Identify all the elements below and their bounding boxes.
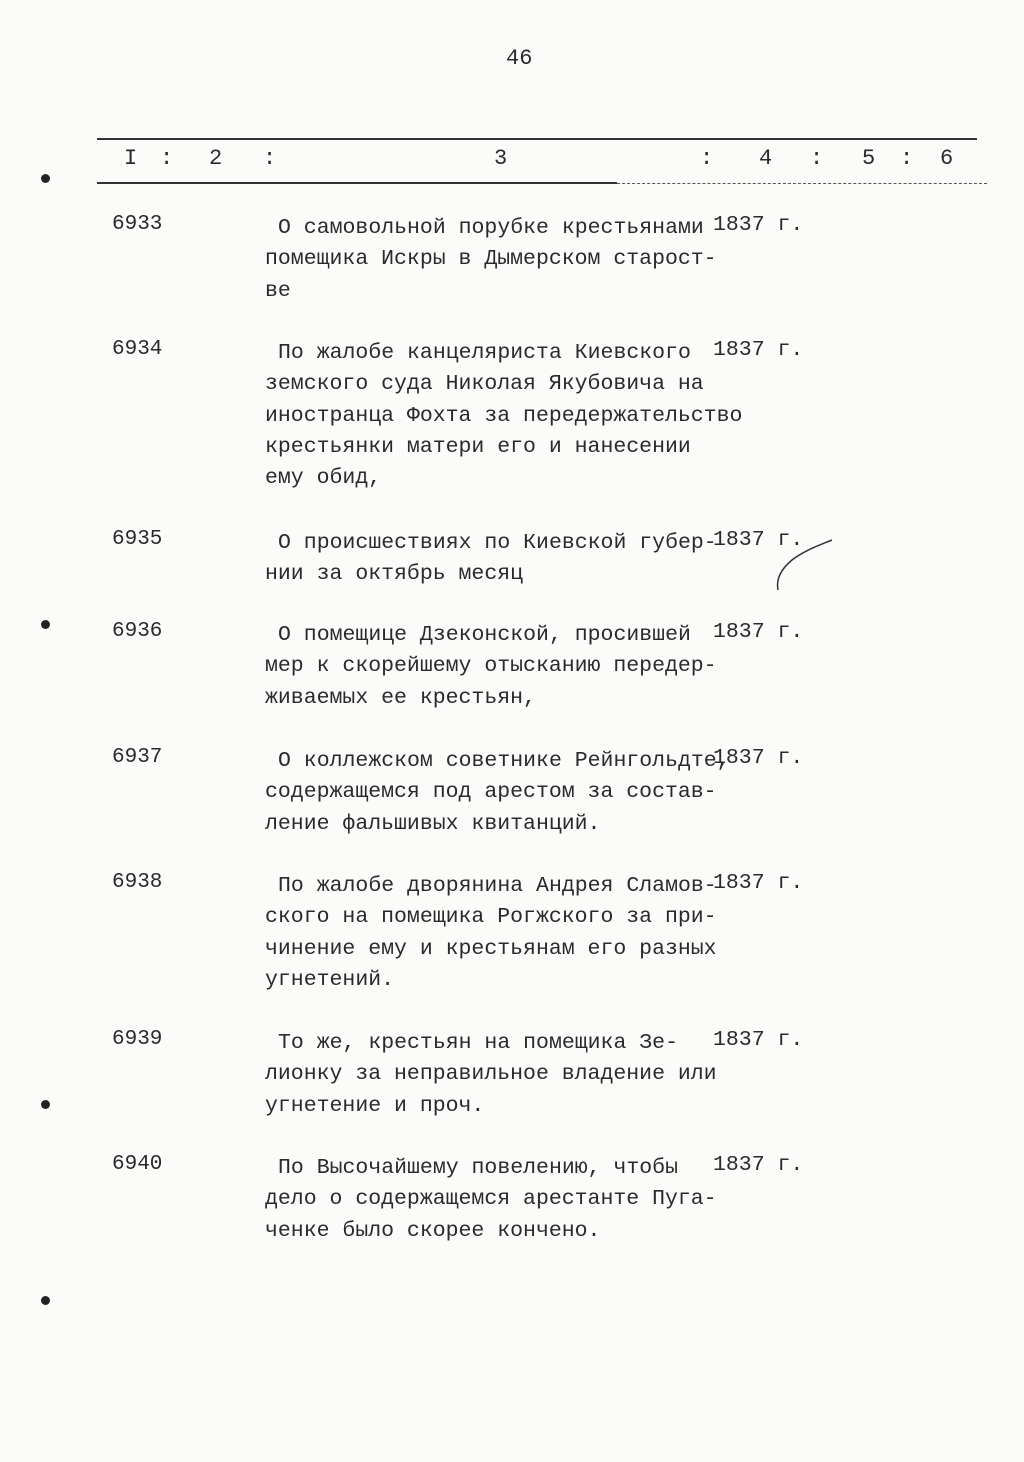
case-year: 1837 г. <box>713 871 804 895</box>
case-number: 6933 <box>112 213 163 236</box>
case-year: 1837 г. <box>713 213 804 237</box>
column-separator: : <box>810 146 824 171</box>
case-description <box>265 338 742 494</box>
punch-hole-mark <box>41 174 50 183</box>
case-year: 1837 г. <box>713 620 804 644</box>
column-separator: : <box>900 146 914 171</box>
case-number: 6934 <box>112 338 163 361</box>
description-line: О коллежском советнике Рейнгольдте, <box>278 749 730 773</box>
column-separator: : <box>700 146 714 171</box>
description-line: помещика Искры в Дымерском старост- <box>265 247 717 272</box>
punch-hole-mark <box>41 620 50 629</box>
case-number: 6935 <box>112 528 163 551</box>
column-header-3: 3 <box>494 146 508 171</box>
header-bottom-rule <box>97 182 617 184</box>
description-line: По Высочайшему повелению, чтобы <box>278 1156 678 1180</box>
header-bottom-rule-dashed <box>617 183 987 184</box>
description-line: О самовольной порубке крестьянами <box>278 216 704 240</box>
case-description <box>265 871 717 996</box>
description-line: О помещице Дзеконской, просившей <box>278 623 691 647</box>
column-header-4: 4 <box>759 146 773 171</box>
case-description <box>265 620 717 714</box>
description-line: ве <box>265 278 291 303</box>
handwritten-check-mark <box>770 535 835 595</box>
column-header-6: 6 <box>940 146 954 171</box>
description-line: содержащемся под арестом за состав- <box>265 780 717 805</box>
case-year: 1837 г. <box>713 1153 804 1177</box>
description-line: крестьянки матери его и нанесении <box>265 434 691 459</box>
description-line: чинение ему и крестьянам его разных <box>265 936 717 961</box>
case-number: 6936 <box>112 620 163 643</box>
case-description <box>265 213 717 307</box>
column-header-1: I <box>124 146 138 171</box>
header-top-rule <box>97 138 977 140</box>
case-number: 6937 <box>112 746 163 769</box>
column-separator: : <box>160 146 174 171</box>
punch-hole-mark <box>41 1296 50 1305</box>
case-description <box>265 528 717 591</box>
description-line: угнетений. <box>265 967 395 992</box>
case-description <box>265 746 730 840</box>
case-year: 1837 г. <box>713 746 804 770</box>
case-year: 1837 г. <box>713 528 804 552</box>
case-description <box>265 1153 717 1247</box>
description-line: живаемых ее крестьян, <box>265 685 536 710</box>
case-number: 6939 <box>112 1028 163 1051</box>
page-number: 46 <box>506 46 533 71</box>
case-year: 1837 г. <box>713 338 804 362</box>
description-line: земского суда Николая Якубовича на <box>265 372 704 397</box>
column-header-5: 5 <box>862 146 876 171</box>
case-description <box>265 1028 717 1122</box>
punch-hole-mark <box>41 1100 50 1109</box>
case-number: 6940 <box>112 1153 163 1176</box>
description-line: То же, крестьян на помещика Зе- <box>278 1031 678 1055</box>
description-line: ского на помещика Рогжского за при- <box>265 905 717 930</box>
case-number: 6938 <box>112 871 163 894</box>
description-line: дело о содержащемся арестанте Пуга- <box>265 1187 717 1212</box>
description-line: мер к скорейшему отысканию передер- <box>265 654 717 679</box>
description-line: ченке было скорее кончено. <box>265 1218 601 1243</box>
description-line: лионку за неправильное владение или <box>265 1062 717 1087</box>
column-header-2: 2 <box>209 146 223 171</box>
description-line: ление фальшивых квитанций. <box>265 811 601 836</box>
description-line: О происшествиях по Киевской губер- <box>278 531 717 555</box>
column-separator: : <box>263 146 277 171</box>
description-line: нии за октябрь месяц <box>265 562 524 587</box>
description-line: иностранца Фохта за передержательство <box>265 403 743 428</box>
description-line: По жалобе дворянина Андрея Сламов- <box>278 874 717 898</box>
description-line: ему обид, <box>265 466 382 491</box>
description-line: угнетение и проч. <box>265 1093 485 1118</box>
description-line: По жалобе канцеляриста Киевского <box>278 341 691 365</box>
case-year: 1837 г. <box>713 1028 804 1052</box>
